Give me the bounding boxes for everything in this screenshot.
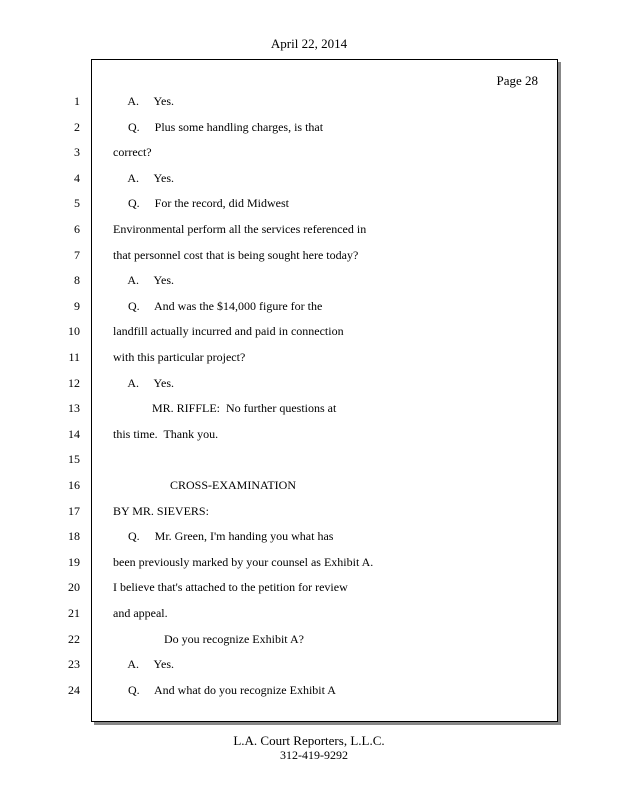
line-number: 3 (74, 145, 80, 159)
line-text: landfill actually incurred and paid in connection (113, 324, 344, 338)
line-number: 21 (68, 606, 80, 620)
line-number: 6 (74, 222, 80, 236)
line-number: 9 (74, 299, 80, 313)
line-number: 2 (74, 120, 80, 134)
line-text: and appeal. (113, 606, 168, 620)
line-text: with this particular project? (113, 350, 246, 364)
line-number: 14 (68, 427, 80, 441)
line-number: 13 (68, 401, 80, 415)
line-number: 16 (68, 478, 80, 492)
line-number: 4 (74, 171, 80, 185)
line-text: Q. And what do you recognize Exhibit A (113, 683, 336, 697)
line-number: 8 (74, 273, 80, 287)
line-text: Q. Mr. Green, I'm handing you what has (113, 529, 334, 543)
line-number: 17 (68, 504, 80, 518)
line-number: 19 (68, 555, 80, 569)
line-number: 20 (68, 580, 80, 594)
line-number: 1 (74, 94, 80, 108)
line-text: A. Yes. (113, 273, 175, 287)
line-text: A. Yes. (113, 376, 175, 390)
footer-phone: 312-419-9292 (280, 748, 348, 762)
line-text: been previously marked by your counsel as Exhibit A. (113, 555, 374, 569)
line-text: this time. Thank you. (113, 427, 219, 441)
header-date: April 22, 2014 (270, 36, 348, 51)
line-text: MR. RIFFLE: No further questions at (113, 401, 337, 415)
line-number: 18 (68, 529, 80, 543)
line-text: that personnel cost that is being sought here today? (113, 248, 359, 262)
line-number: 23 (68, 657, 80, 671)
line-text: correct? (113, 145, 152, 159)
line-text: A. Yes. (113, 94, 175, 108)
line-number: 5 (74, 196, 80, 210)
line-number: 10 (68, 324, 80, 338)
line-number: 12 (68, 376, 80, 390)
line-text: Q. For the record, did Midwest (113, 196, 289, 210)
line-text: Do you recognize Exhibit A? (113, 632, 304, 646)
line-text: BY MR. SIEVERS: (113, 504, 209, 518)
line-text: I believe that's attached to the petition for review (113, 580, 348, 594)
line-text: A. Yes. (113, 171, 175, 185)
line-text: CROSS-EXAMINATION (113, 478, 297, 492)
footer-company: L.A. Court Reporters, L.L.C. (233, 733, 385, 748)
line-text: Environmental perform all the services referenced in (113, 222, 367, 236)
line-number: 24 (68, 683, 80, 697)
line-number: 7 (74, 248, 80, 262)
line-text: A. Yes. (113, 657, 175, 671)
line-number: 22 (68, 632, 80, 646)
line-text: Q. Plus some handling charges, is that (113, 120, 324, 134)
line-text: Q. And was the $14,000 figure for the (113, 299, 323, 313)
line-number: 11 (68, 350, 80, 364)
page-number: Page 28 (496, 73, 538, 88)
line-number: 15 (68, 452, 80, 466)
